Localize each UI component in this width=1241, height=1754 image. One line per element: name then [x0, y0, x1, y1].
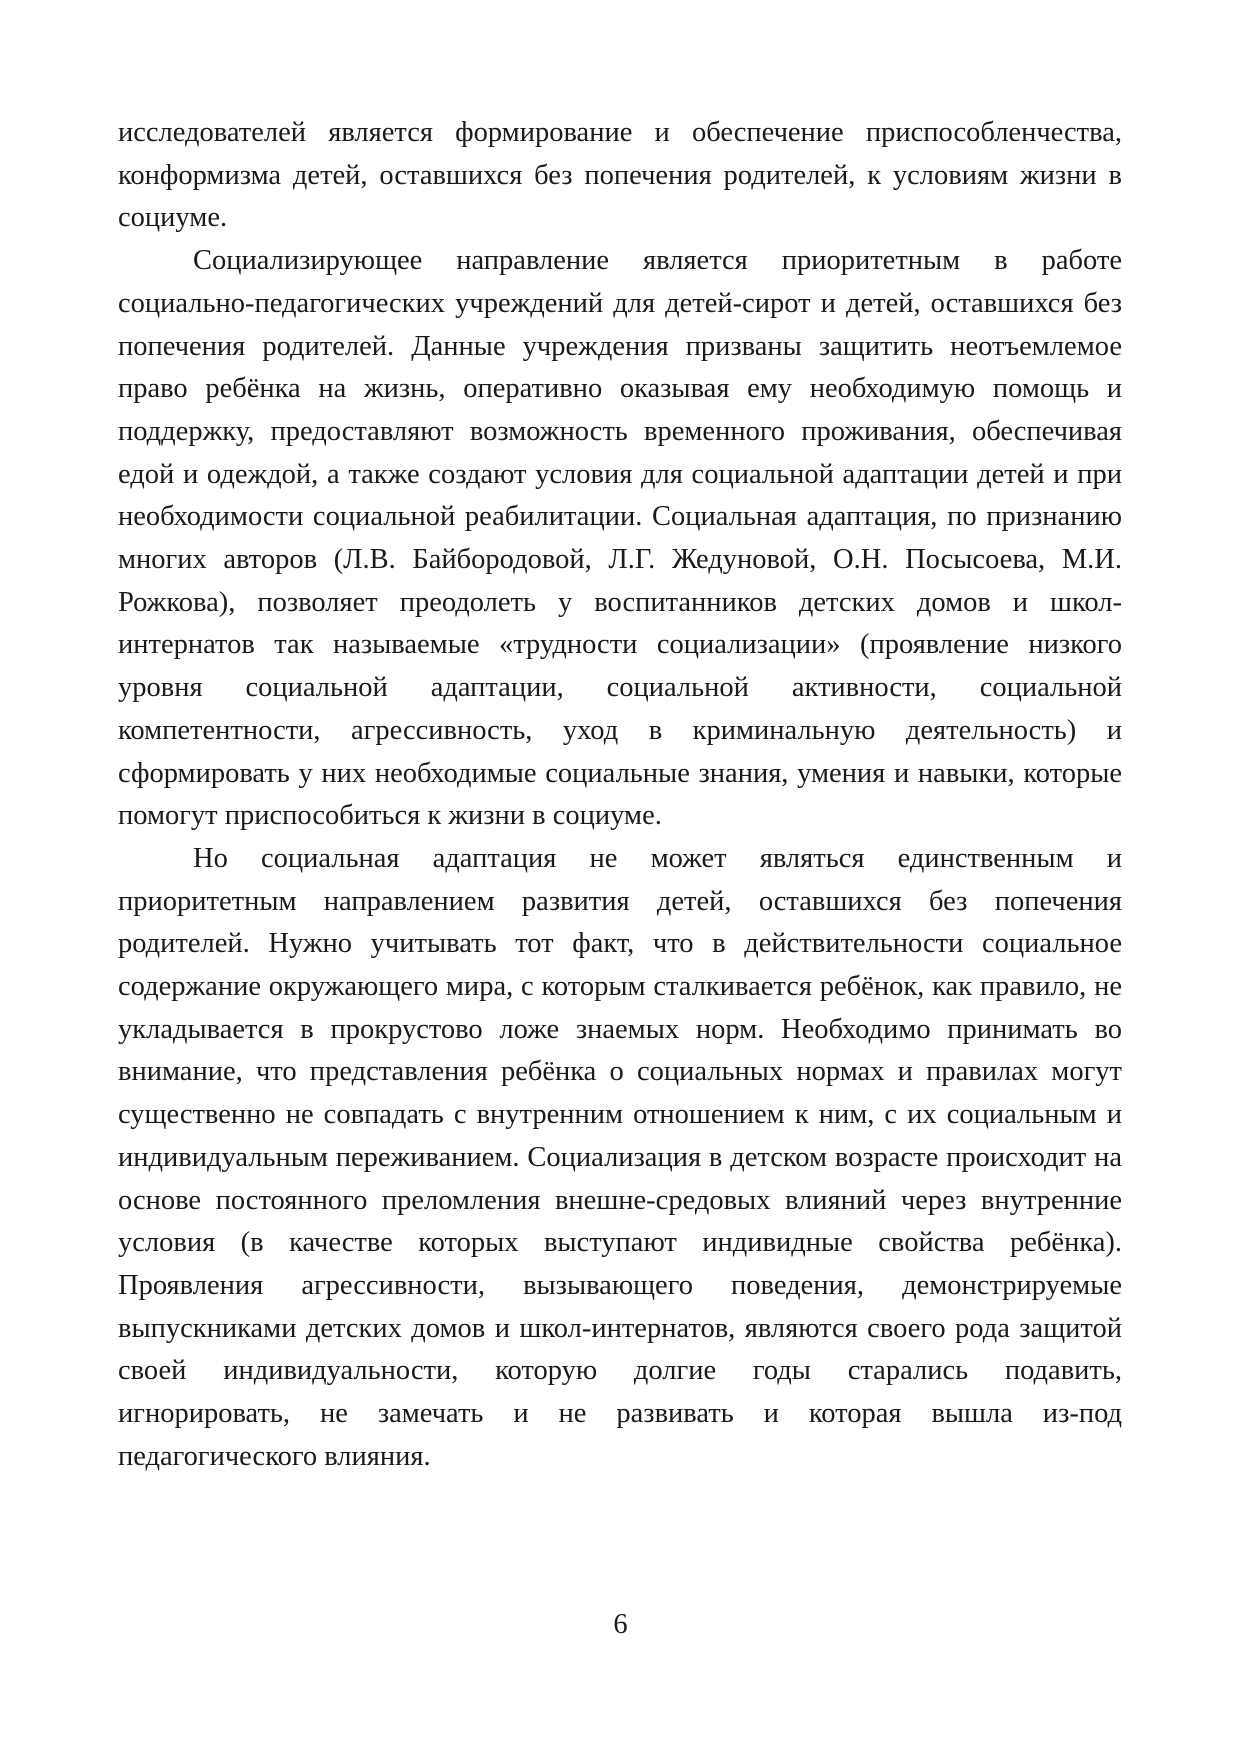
paragraph-2: Социализирующее направление является приоритетным в работе социально-педагогических учреждений для детей-сирот и детей, оставшихся без попечения родителей. Данные учреждения призваны защитить неотъемлемое право ребёнка на жизнь, оперативно оказывая ему необходимую помощь и поддержку, предоставляют возможность временного проживания, обеспечивая едой и одеждой, а также создают условия для социальной адаптации детей и при необходимости социальной реабилитации. Социальная адаптация, по признанию многих авторов (Л.В. Байбородовой, Л.Г. Жедуновой, О.Н. Посысоева, М.И. Рожкова), позволяет преодолеть у воспитанников детских домов и школ-интернатов так называемые «трудности социализации» (проявление низкого уровня социальной адаптации, социальной активности, социальной компетентности, агрессивность, уход в криминальную деятельность) и сформировать у них необходимые социальные знания, умения и навыки, которые помогут приспособиться к жизни в социуме.	[118, 245, 1122, 832]
paragraph-1: исследователей является формирование и обеспечение приспособленчества, конформизма детей, оставшихся без попечения родителей, к условиям жизни в социуме.	[118, 117, 1122, 234]
paragraph-3: Но социальная адаптация не может являться единственным и приоритетным направлением развития детей, оставшихся без попечения родителей. Нужно учитывать тот факт, что в действительности социальное содержание окружающего мира, с которым сталкивается ребёнок, как правило, не укладывается в прокрустово ложе знаемых норм. Необходимо принимать во внимание, что представления ребёнка о социальных нормах и правилах могут существенно не совпадать с внутренним отношением к ним, с их социальным и индивидуальным переживанием. Социализация в детском возрасте происходит на основе постоянного преломления внешне-средовых влияний через внутренние условия (в качестве которых выступают индивидные свойства ребёнка). Проявления агрессивности, вызывающего поведения, демонстрируемые выпускниками детских домов и школ-интернатов, являются своего рода защитой своей индивидуальности, которую долгие годы старались подавить, игнорировать, не замечать и не развивать и которая вышла из-под педагогического влияния.	[118, 842, 1122, 1472]
page-number: 6	[613, 1609, 628, 1640]
body-text	[118, 112, 1122, 1479]
